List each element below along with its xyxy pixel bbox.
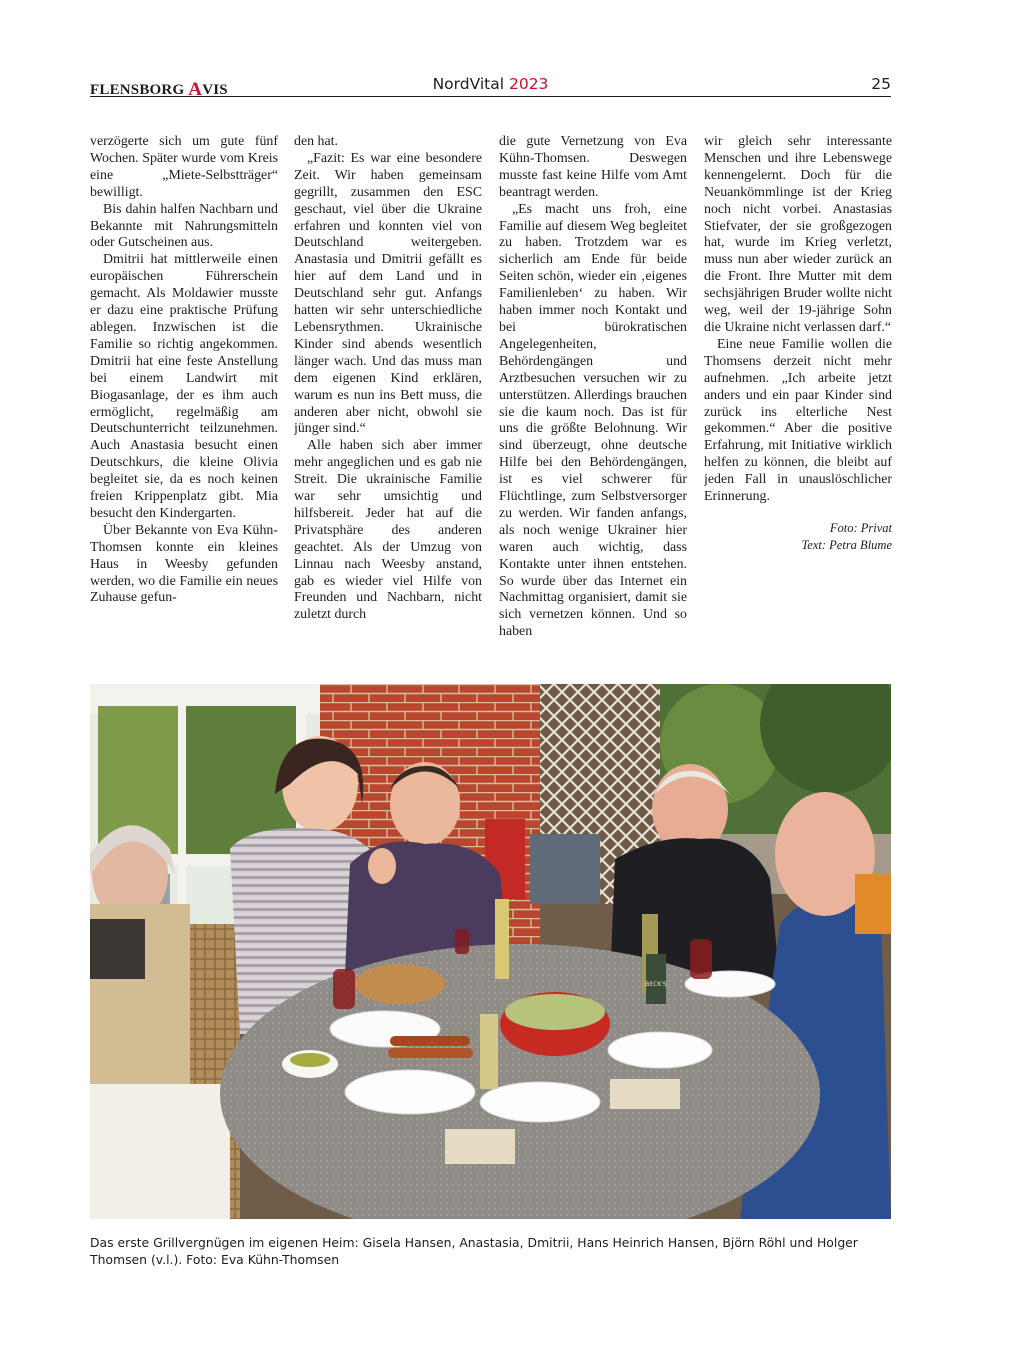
masthead-text-end: VIS: [202, 82, 228, 98]
paragraph: den hat.: [294, 134, 338, 149]
section-name: NordVital: [432, 75, 505, 93]
page-header: [90, 74, 891, 100]
paragraph: „Fazit: Es war eine besondere Zeit. Wir haben gemeinsam gegrillt, zusammen den ESC geschaut, viel über die Ukraine erfahren und konnten viel von Deutschland weitergeben. Anastasia und Dmitrii gefällt es hier auf dem Land und in Deutschland sehr gut. Anfangs hatten wir sehr unterschiedliche Lebensrythmen. Ukrainische Kinder sind abends wesentlich länger wach. Und das muss man dem eigenen Kind erklären, warum es nun ins Bett muss, die anderen aber nicht, obwohl sie jünger sind.“: [294, 150, 482, 437]
article-column-1: [90, 134, 278, 664]
page-number: 25: [871, 75, 891, 93]
article-column-4: [704, 134, 892, 664]
paragraph: Dmitrii hat mittlerweile einen europäischen Führerschein gemacht. Als Moldawier musste er dazu eine praktische Prüfung ablegen. Inzwischen ist die Familie so richtig angekommen. Dmitrii hat eine feste Anstellung bei einem Landwirt mit Biogasanlage, der es ihm auch ermöglicht, regelmäßig am Deutschunterricht teilzunehmen. Auch Anastasia besucht einen Deutschkurs, die kleine Olivia begleitet sie, da es noch keinen freien Krippenplatz gibt. Mia besucht den Kindergarten.: [90, 252, 278, 521]
paragraph: Bis dahin halfen Nachbarn und Bekannte mit Nahrungsmitteln oder Gutscheinen aus.: [90, 201, 278, 251]
paragraph: Eine neue Familie wollen die Thomsens derzeit nicht mehr aufnehmen. „Ich arbeite jetzt anders und ein paar Kinder sind zurück ins elterliche Nest gekommen.“ Aber die positive Erfahrung, mit Initiative wirklich helfen zu können, die bleibt auf jeden Fall in unauslöschlicher Erinnerung.: [704, 336, 892, 505]
photo-caption: Das erste Grillvergnügen im eigenen Heim: Gisela Hansen, Anastasia, Dmitrii, Hans Heinrich Hansen, Björn Röhl und Holger Thomsen (v.l.). Foto: Eva Kühn-Thomsen: [90, 1235, 858, 1267]
header-rule: [90, 96, 891, 97]
masthead-text: FLENSBORG: [90, 82, 189, 98]
bottle-label: BECK'S: [645, 981, 667, 988]
article-column-3: [499, 134, 687, 664]
photo-illustration: [90, 684, 891, 1219]
masthead-logo-letter: A: [188, 79, 203, 100]
article-column-2: [294, 134, 482, 664]
article-credits: [704, 520, 892, 554]
text-credit: Text: Petra Blume: [801, 537, 892, 552]
section-title: [90, 75, 891, 93]
section-year: 2023: [508, 75, 549, 93]
paragraph: verzögerte sich um gute fünf Wochen. Später wurde vom Kreis eine „Miete-Selbstträger“ bewilligt.: [90, 134, 278, 200]
paragraph: „Es macht uns froh, eine Familie auf diesem Weg begleitet zu haben. Trotzdem war es sicherlich am Ende für beide Seiten schön, wieder ein ‚eigenes Familienleben‘ zu haben. Wir haben immer noch Kontakt und bei bürokratischen Angelegenheiten, Behördengängen und Arztbesuchen versuchen wir zu unterstützen. Allerdings brauchen sie die kaum noch. Das ist für uns die größte Belohnung. Wir sind überzeugt, ohne deutsche Hilfe bei den Behördengängen, ist es viel schwerer für Flüchtlinge, zum Selbstversorger zu werden. Wir fanden anfangs, als noch wenige Ukrainer hier waren auch wichtig, dass Kontakte unter ihnen entstehen. So wurde über das Internet ein Nachmittag organisiert, damit sie sich vernetzen können. Und so haben: [499, 201, 687, 640]
article-photo: [90, 684, 891, 1219]
paragraph: Alle haben sich aber immer mehr angeglichen und es gab nie Streit. Die ukrainische Familie war sehr umsichtig und hilfsbereit. Jeder hat auf die Privatsphäre des anderen geachtet. Als der Umzug von Linnau nach Weesby anstand, gab es wieder viel Hilfe von Freunden und Nachbarn, nicht zuletzt durch: [294, 438, 482, 623]
photo-credit: Foto: Privat: [829, 520, 892, 535]
paragraph: die gute Vernetzung von Eva Kühn-Thomsen. Deswegen musste fast keine Hilfe vom Amt beantragt werden.: [499, 134, 687, 200]
paragraph: Über Bekannte von Eva Kühn-Thomsen konnte ein kleines Haus in Weesby gefunden werden, wo die Familie ein neues Zuhause gefun-: [90, 522, 278, 606]
paragraph: wir gleich sehr interessante Menschen und ihre Lebenswege kennengelernt. Doch für die Neuankömmlinge ist der Krieg noch nicht vorbei. Anastasias Stiefvater, der sie großgezogen hat, wurde im Krieg verletzt, muss nun aber wieder zurück an die Front. Ihre Mutter mit dem sechsjährigen Bruder wollte nicht weg, weil der 19-jährige Sohn die Ukraine nicht verlassen darf.“: [704, 134, 892, 335]
